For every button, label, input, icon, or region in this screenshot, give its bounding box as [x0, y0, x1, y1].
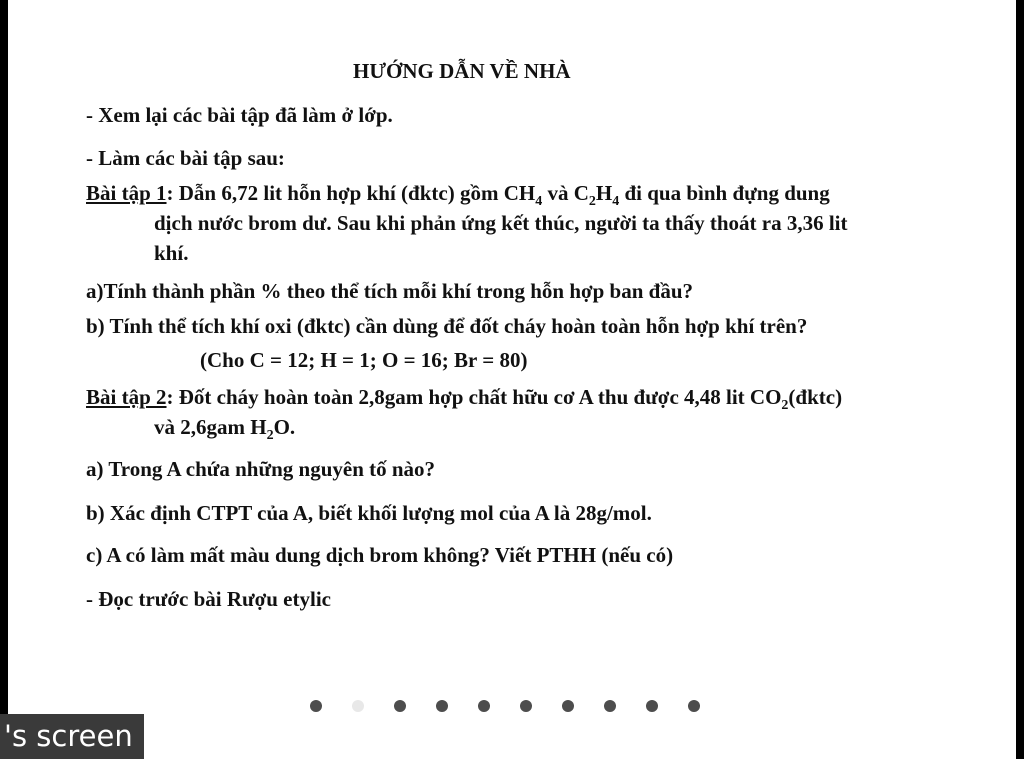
pager-dot[interactable] [688, 700, 700, 712]
exercise-1-line-3: khí. [154, 241, 189, 265]
instruction-read-ahead: - Đọc trước bài Rượu etylic [86, 587, 331, 611]
instruction-review: - Xem lại các bài tập đã làm ở lớp. [86, 103, 393, 127]
exercise-2-line-2-sub: 2 [266, 428, 274, 444]
exercise-2-line-2 [154, 414, 296, 444]
pager-dot[interactable] [436, 700, 448, 712]
exercise-1-label: Bài tập 1 [86, 181, 167, 205]
pager-dot[interactable] [520, 700, 532, 712]
exercise-2-question-c: c) A có làm mất màu dung dịch brom không? Viết PTHH (nếu có) [86, 543, 674, 567]
exercise-1-sub-b: 2 [588, 194, 596, 210]
exercise-1-sub-a: 4 [535, 194, 543, 210]
exercise-1-text-d: đi qua bình đựng dung [619, 181, 830, 205]
exercise-2-question-a: a) Trong A chứa những nguyên tố nào? [86, 457, 436, 481]
exercise-1-line-1 [86, 180, 830, 210]
slide-title: HƯỚNG DẪN VỀ NHÀ [353, 59, 571, 83]
exercise-1-question-b: b) Tính thể tích khí oxi (đktc) cần dùng để đốt cháy hoàn toàn hỗn hợp khí trên? [86, 314, 808, 338]
atomic-masses-note: (Cho C = 12; H = 1; O = 16; Br = 80) [200, 348, 528, 372]
slide-canvas [8, 0, 1016, 759]
pager-dot[interactable] [646, 700, 658, 712]
exercise-2-question-b: b) Xác định CTPT của A, biết khối lượng mol của A là 28g/mol. [86, 501, 652, 525]
exercise-2-line-2-b: O. [273, 415, 296, 439]
exercise-1-line-2: dịch nước brom dư. Sau khi phản ứng kết thúc, người ta thấy thoát ra 3,36 lit [154, 211, 848, 235]
pager-dot[interactable] [310, 700, 322, 712]
pager-dot[interactable] [352, 700, 364, 712]
exercise-1-text-b: và C [542, 181, 589, 205]
exercise-1-text-c: H [595, 181, 613, 205]
slide-pager [310, 696, 700, 716]
exercise-2-text-b: (đktc) [788, 385, 843, 409]
pager-dot[interactable] [604, 700, 616, 712]
exercise-1-sub-c: 4 [612, 194, 620, 210]
pager-dot[interactable] [562, 700, 574, 712]
exercise-1-text-a: : Dẫn 6,72 lit hỗn hợp khí (đktc) gồm CH [166, 181, 536, 205]
exercise-2-text-a: : Đốt cháy hoàn toàn 2,8gam hợp chất hữu cơ A thu được 4,48 lit CO [166, 385, 782, 409]
exercise-1-question-a: a)Tính thành phần % theo thể tích mỗi khí trong hỗn hợp ban đầu? [86, 279, 694, 303]
pager-dot[interactable] [394, 700, 406, 712]
instruction-exercises: - Làm các bài tập sau: [86, 146, 285, 170]
pager-dot[interactable] [478, 700, 490, 712]
exercise-2-line-2-a: và 2,6gam H [154, 415, 267, 439]
screen-share-banner: 's screen [0, 714, 144, 759]
exercise-2-line-1 [86, 384, 843, 414]
exercise-2-label: Bài tập 2 [86, 385, 167, 409]
exercise-2-sub-a: 2 [781, 398, 789, 414]
